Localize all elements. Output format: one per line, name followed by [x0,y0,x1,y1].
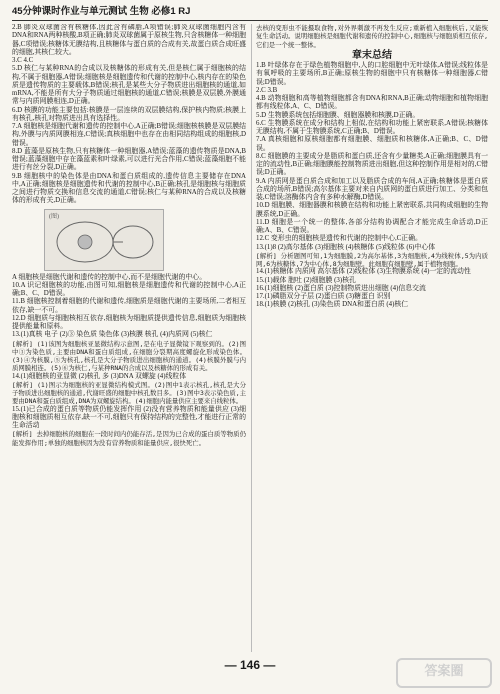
answer-item: 6.C 生物膜系统在成分和结构上相似,在结构和功能上紧密联系,A错误;核糖体无膜结构,不属于生物膜系统,C正确;B、D错误。 [256,119,488,135]
answer-item: 15.(1)已合成的蛋白质等物质仍能发挥作用 (2)没有营养物质和能量供应 (3)细胞核和细胞质相互依存,缺一不可,细胞只有保持结构的完整性,才能进行正常的生命活动 [12,405,246,429]
answer-item: 2.B 肺炎双球菌含有核糖体,因此含有磷脂,A项错误;肺炎双球菌细胞内含有DNA和RNA两种核酸,B项正确;肺炎双球菌属于原核生物,只含核糖体一种细胞器,C项错误;核糖体无膜结构,且核糖体与蛋白质的合成有关,故蛋白质合成旺盛的细胞,其核仁较大。 [12,24,246,56]
answer-item: 5.D 生物膜系统包括细胞膜、细胞器膜和核膜,D正确。 [256,111,420,119]
analysis-note: [解析] (1)图示为细胞核的亚显微结构模式图。(2)图中1表示核孔,核孔是大分子物质进出细胞核的通道,代谢旺盛的细胞中核孔数目多。(3)图中3表示染色质,主要由DNA和蛋白质组成,DNA为双螺旋结构。(4)细胞内能量供应主要来自线粒体。 [12,380,246,406]
answer-item: 15.(1)载体 胞吐 (2)细胞膜 (3)核孔 [256,276,356,284]
answer-item: 5.D 核仁与某种RNA的合成以及核糖体的形成有关,但是核仁属于细胞核的结构,不属于细胞器,A错误;细胞核是细胞遗传和代谢的控制中心,核内存在的染色质是遗传物质的主要载体,B错误;核孔是某些大分子物质进出细胞核的通道,如mRNA,不能是所有大分子物质通过细胞核的通道,C错误;核膜是双层膜,外膜通常与内质网膜相连,D正确。 [12,65,246,106]
watermark-logo: 答案圈 [396,658,492,688]
answer-item: 12.D 细胞质与细胞核相互依存,细胞核为细胞质提供遗传信息,细胞质为细胞核提供能量和原料。 [12,314,246,330]
answer-item: 13.(1)真核 电子 (2)③ 染色质 染色体 (3)核膜 核孔 (4)内质网 (5)核仁 [12,331,213,339]
answer-item: 14.(1)细胞核的亚显微 (2)核孔 多 (3)DNA 双螺旋 (4)线粒体 [12,372,187,380]
left-column [12,24,246,652]
answer-item: 10.A 识记细胞核的功能,由图可知,细胞核是细胞遗传和代谢的控制中心,A正确;B、C、D错误。 [12,281,246,297]
answer-item: 11.B 细胞核控制着细胞的代谢和遗传,细胞质是细胞代谢的主要场所,二者相互依存,缺一不可。 [12,298,246,314]
answer-item: 11.D 细胞是一个统一的整体,各部分结构协调配合才能完成生命活动,D正确;A、B、C错误。 [256,218,488,234]
right-column [256,24,488,652]
answer-item: 7.A 真核细胞和原核细胞都有细胞膜、细胞质和核糖体,A正确;B、C、D错误。 [256,136,488,152]
answer-item: 16.(1)细胞核 (2)蛋白质 (3)控制物质进出细胞 (4)信息交流 [256,284,426,292]
analysis-note: [解析] (1)该图为细胞核亚显微结构示意图,是在电子显微镜下观察到的。(2)图中③为染色质,主要由DNA和蛋白质组成,在细胞分裂期高度螺旋化形成染色体。(3)④为核膜,⑤为核孔,核孔是大分子物质进出细胞核的通道。(4)核膜外膜与内质网膜相连。(5)⑥为核仁,与某种RNA的合成以及核糖体的形成有关。 [12,339,246,373]
section-title: 章末总结 [352,49,392,61]
analysis-note: [解析] 分析题图可知,1为细胞膜,2为高尔基体,3为细胞核,4为线粒体,5为内质网,6为核糖体,7为中心体,8为细胞壁。此细胞有细胞壁,属于植物细胞。 [256,251,488,268]
answer-item: 6.D 核膜的功能主要包括:核膜是一层连续的双层膜结构,保护核内物质;核膜上有核孔,核孔对物质进出具有选择性。 [12,106,246,122]
answer-item: 18.(1)核膜 (2)核孔 (3)染色质 DNA和蛋白质 (4)核仁 [256,301,409,309]
figure-drawing [45,210,163,270]
answer-item: 8.D 蓝藻是原核生物,只有核糖体一种细胞器,A错误;蓝藻的遗传物质是DNA,B错误;蓝藻细胞中存在藻蓝素和叶绿素,可以进行光合作用,C错误;蓝藻细胞不能进行有丝分裂,D正确。 [12,147,246,172]
answer-item: 9.A 内质网是蛋白质合成和加工以及脂质合成的车间,A正确;核糖体是蛋白质合成的场所,B错误;高尔基体主要对来自内质网的蛋白质进行加工、分类和包装,C错误;溶酶体内含有多种水解酶,D错误。 [256,177,488,201]
answer-item: 4.B 动物细胞和高等植物细胞都含有DNA和RNA,B正确;动物细胞和植物细胞都有线粒体,A、C、D错误。 [256,95,488,111]
page-number: — 146 — [224,658,276,672]
answer-item: 14.(1)核糖体 内质网 高尔基体 (2)线粒体 (3)生物膜系统 (4)一定的流动性 [256,268,471,276]
answer-item: 2.C 3.B [256,86,278,94]
answer-item: 8.C 细胞膜的主要成分是脂质和蛋白质,还含有少量糖类,A正确;细胞膜具有一定的流动性,B正确;细胞膜能控制物质进出细胞,但这种控制作用是相对的,C错误;D正确。 [256,152,488,177]
header-title: 45分钟课时作业与单元测试 生物 必修1 RJ [12,6,191,17]
answer-item: 13.(1)8 (2)高尔基体 (3)细胞核 (4)核糖体 (5)线粒体 (6)中心体 [256,243,436,251]
column-divider [251,24,252,652]
page-header [12,4,488,21]
answer-item: 3.C 4.C [12,57,34,64]
answer-item: 1.B 叶绿体存在于绿色植物细胞中,人的口腔细胞中无叶绿体,A错误;线粒体是有氧呼吸的主要场所,B正确;原核生物的细胞中只有核糖体一种细胞器,C错误;D错误。 [256,62,488,86]
figure-caption: (图) [49,213,59,220]
answer-item: A 细胞核是细胞代谢和遗传的控制中心,而不是细胞代谢的中心。 [12,273,207,281]
analysis-note: [解析] 去掉细胞核的细胞在一段时间内仍能存活,是因为已合成的蛋白质等物质仍能发挥作用;单独的细胞核因为没有营养物质和能量供应,很快死亡。 [12,430,246,447]
answer-item: 7.A 细胞核是细胞代谢和遗传的控制中心,A正确;B错误;细胞核核膜是双层膜结构,外膜与内质网膜相连,C错误;真核细胞中也存在由相同结构组成的细胞核,D错误。 [12,123,246,147]
answer-item: 9.B 细胞核中的染色体是由DNA和蛋白质组成的,遗传信息主要储存在DNA中,A正确;细胞核是细胞遗传和代谢的控制中心,B正确;核孔是细胞核与细胞质之间进行物质交换和信息交流的通道,C错误;核仁与某种RNA的合成以及核糖体的形成有关,D正确。 [12,172,246,205]
answer-figure [44,209,164,271]
answer-item: 10.D 细胞膜、细胞器膜和核膜在结构和功能上紧密联系,共同构成细胞的生物膜系统,D正确。 [256,202,488,218]
answer-item: 17.(1)磷脂双分子层 (2)蛋白质 (3)糖蛋白 识别 [256,293,391,300]
answer-item: 12.C 变形虫的细胞核是遗传和代谢的控制中心,C正确。 [256,235,422,243]
continued-analysis: 去核的变形虫不能摄取食物,对外界刺激不再发生反应;重新植入细胞核后,又能恢复生命活动。说明细胞核是细胞代谢和遗传的控制中心,细胞核与细胞质相互依存,它们是一个统一整体。 [256,24,488,49]
